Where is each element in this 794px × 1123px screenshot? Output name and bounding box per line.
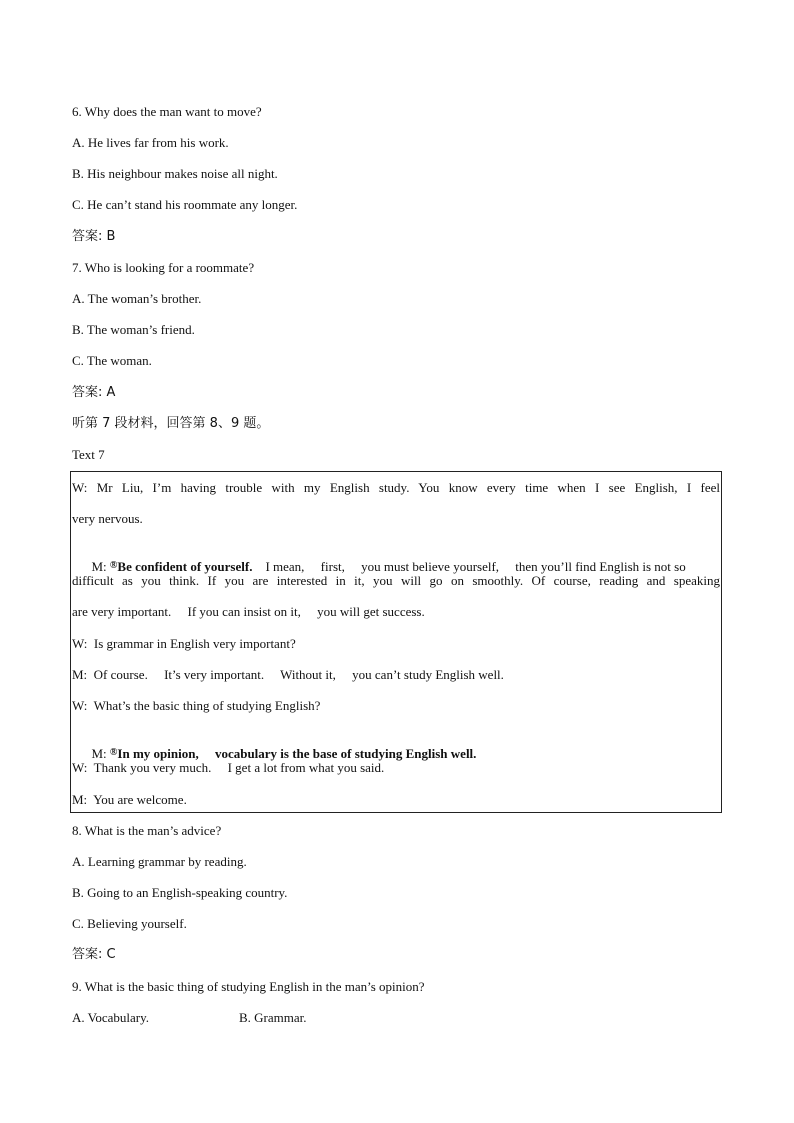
transcript-text: I mean, first, you must believe yourself, then you’ll find English is not so xyxy=(252,559,686,574)
transcript-line: W: Is grammar in English very important? xyxy=(72,636,296,651)
q6-option-b: B. His neighbour makes noise all night. xyxy=(72,166,278,181)
q6-option-a: A. He lives far from his work. xyxy=(72,135,229,150)
q8-option-b: B. Going to an English-speaking country. xyxy=(72,885,288,900)
transcript-line: W: Mr Liu, I’m having trouble with my English study. You know every time when I see English, I feel xyxy=(72,480,720,495)
transcript-line: are very important. If you can insist on it, you will get success. xyxy=(72,604,425,619)
registered-marker-icon: ® xyxy=(109,747,118,758)
q6-option-c: C. He can’t stand his roommate any longer. xyxy=(72,197,298,212)
question-9: 9. What is the basic thing of studying English in the man’s opinion? xyxy=(72,979,425,994)
q9-option-a: A. Vocabulary. xyxy=(72,1010,150,1025)
question-7: 7. Who is looking for a roommate? xyxy=(72,260,255,275)
transcript-box xyxy=(70,471,722,813)
text-title: Text 7 xyxy=(72,447,105,462)
section-instruction: 听第 7 段材料，回答第 8、9 题。 xyxy=(72,416,270,431)
key-sentence: In my opinion, vocabulary is the base of studying English well. xyxy=(117,746,477,761)
q6-answer: 答案: B xyxy=(72,229,116,244)
key-sentence: Be confident of yourself. xyxy=(117,559,253,574)
transcript-line: M: Of course. It’s very important. Without it, you can’t study English well. xyxy=(72,667,504,682)
question-8: 8. What is the man’s advice? xyxy=(72,823,222,838)
transcript-line: very nervous. xyxy=(72,511,143,526)
q7-option-a: A. The woman’s brother. xyxy=(72,291,202,306)
speaker-label: M: xyxy=(91,746,110,761)
speaker-label: M: xyxy=(91,559,110,574)
q7-option-b: B. The woman’s friend. xyxy=(72,322,195,337)
q8-answer: 答案: C xyxy=(72,947,116,962)
q9-option-b: B. Grammar. xyxy=(239,1010,307,1025)
transcript-line: W: Thank you very much. I get a lot from what you said. xyxy=(72,760,385,775)
q7-answer: 答案: A xyxy=(72,385,116,400)
q8-option-c: C. Believing yourself. xyxy=(72,916,187,931)
transcript-line: W: What’s the basic thing of studying English? xyxy=(72,698,321,713)
registered-marker-icon: ® xyxy=(109,560,118,571)
transcript-line: difficult as you think. If you are interested in it, you will go on smoothly. Of course, reading and speaking xyxy=(72,573,720,588)
transcript-line: M: You are welcome. xyxy=(72,792,187,807)
q8-option-a: A. Learning grammar by reading. xyxy=(72,854,247,869)
q7-option-c: C. The woman. xyxy=(72,353,152,368)
question-6: 6. Why does the man want to move? xyxy=(72,104,262,119)
